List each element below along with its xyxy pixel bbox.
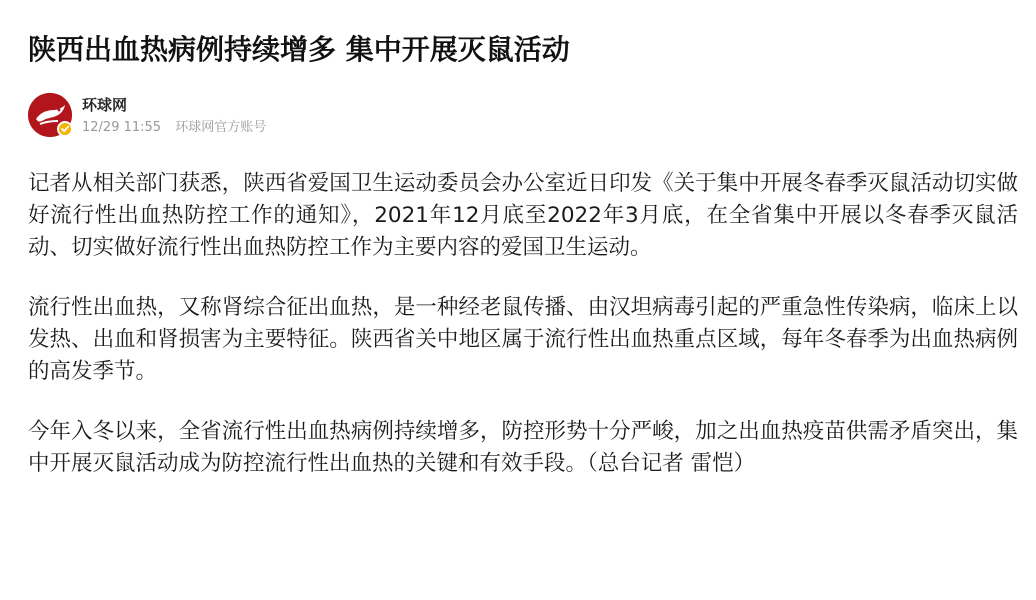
author-block[interactable]: [28, 93, 528, 137]
author-avatar[interactable]: [28, 93, 72, 137]
post-datetime: 12/29 11:55: [82, 120, 162, 135]
paragraph: 记者从相关部门获悉，陕西省爱国卫生运动委员会办公室近日印发《关于集中开展冬春季灭鼠活动切实做好流行性出血热防控工作的通知》，2021年12月底至2022年3月底，在全省集中开展以冬春季灭鼠活动、切实做好流行性出血热防控工作为主要内容的爱国卫生运动。: [28, 171, 1018, 260]
verified-check-icon: [60, 124, 70, 134]
paragraph: 流行性出血热，又称肾综合征出血热，是一种经老鼠传播、由汉坦病毒引起的严重急性传染病，临床上以发热、出血和肾损害为主要特征。陕西省关中地区属于流行性出血热重点区域，每年冬春季为出血热病例的高发季节。: [28, 295, 1018, 384]
article-title: 陕西出血热病例持续增多 集中开展灭鼠活动: [28, 33, 570, 66]
account-type: 环球网官方账号: [175, 120, 267, 135]
author-name[interactable]: 环球网: [82, 96, 128, 114]
article-body: [28, 168, 1018, 508]
verified-badge: [57, 121, 73, 137]
post-meta: [82, 119, 266, 137]
paragraph: 今年入冬以来，全省流行性出血热病例持续增多，防控形势十分严峻，加之出血热疫苗供需矛盾突出，集中开展灭鼠活动成为防控流行性出血热的关键和有效手段。（总台记者 雷恺）: [28, 419, 1018, 476]
